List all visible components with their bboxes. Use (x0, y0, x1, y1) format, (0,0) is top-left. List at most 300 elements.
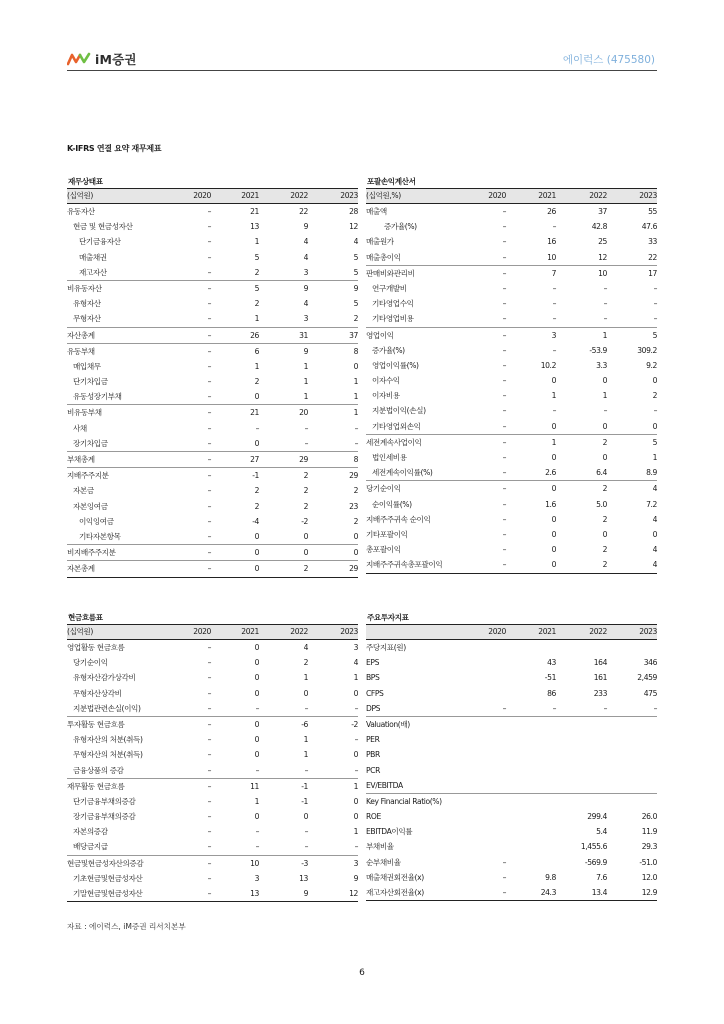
row-value: 0 (303, 548, 308, 558)
row-value: -53.9 (589, 345, 607, 355)
row-value: 0 (254, 548, 259, 558)
row-value: 0 (602, 453, 607, 462)
row-value: 0 (254, 735, 259, 745)
row-value (448, 686, 506, 701)
row-value: 1 (303, 735, 308, 745)
table-row (67, 686, 358, 701)
table-row (366, 747, 657, 762)
row-value: 2 (254, 486, 259, 496)
row-value: 6 (254, 346, 259, 356)
row-value: 0 (652, 376, 657, 386)
row-label: CFPS (366, 688, 384, 698)
row-value (506, 747, 556, 762)
row-value: -2 (351, 719, 358, 729)
row-value: 0 (254, 673, 259, 683)
row-label: 당기순이익 (366, 484, 401, 494)
row-value: 1 (303, 750, 308, 760)
row-value: -3 (301, 858, 308, 868)
row-value: – (552, 299, 556, 309)
row-label: 매입채무 (73, 361, 101, 371)
table-row (67, 436, 358, 451)
row-value: 25 (598, 237, 607, 247)
row-value: 4 (303, 643, 308, 652)
row-value (607, 717, 657, 732)
row-value: 9 (303, 222, 308, 232)
table-row (67, 421, 358, 436)
row-value: – (653, 314, 657, 324)
row-value (556, 640, 607, 655)
row-label: 자본의증감 (73, 827, 108, 837)
year-header: 2022 (290, 627, 308, 636)
row-value: 2 (254, 267, 259, 277)
row-value: – (653, 299, 657, 309)
row-value: 5 (254, 283, 259, 293)
row-label: 이익잉여금 (79, 516, 114, 526)
row-label: 유형자산감가상각비 (73, 673, 136, 683)
row-value: 3 (353, 643, 358, 652)
row-value: – (207, 377, 211, 387)
row-value: 1 (303, 392, 308, 402)
row-value: 0 (551, 514, 556, 524)
row-value: 4 (303, 252, 308, 262)
table-row (67, 374, 358, 389)
row-value: – (502, 376, 506, 386)
row-value: – (552, 345, 556, 355)
table-row (67, 467, 358, 483)
row-value: 13 (250, 889, 259, 898)
row-value: 22 (648, 252, 657, 262)
company-name: 에이럭스 (475580) (562, 54, 655, 66)
row-value: – (207, 781, 211, 791)
row-value: 29 (349, 471, 358, 481)
column-header-row (366, 625, 657, 640)
row-value: 0 (551, 529, 556, 539)
row-value: 8.9 (646, 468, 657, 478)
table-row (366, 670, 657, 685)
row-value: 12.9 (641, 888, 657, 897)
row-value: 1 (254, 314, 259, 324)
row-value: 1 (353, 377, 358, 387)
row-value: -1 (252, 471, 259, 481)
table-row (67, 732, 358, 747)
table-row (366, 265, 657, 281)
row-value: 4 (652, 560, 657, 570)
year-header: 2022 (589, 627, 607, 636)
income-statement-table (366, 176, 657, 574)
row-value: 7 (551, 268, 556, 278)
table-row (67, 451, 358, 467)
year-header: 2023 (639, 627, 657, 636)
row-label: 매출총이익 (366, 252, 401, 262)
row-value: 1.6 (545, 499, 556, 509)
row-value: 0 (652, 421, 657, 431)
row-value: – (207, 252, 211, 262)
table-row (366, 686, 657, 701)
row-value: 29.3 (641, 842, 657, 852)
row-value: 1 (254, 361, 259, 371)
row-value (506, 717, 556, 732)
key-indicators-title: 주요투자지표 (366, 612, 657, 625)
row-label: 장기차입금 (73, 438, 108, 448)
row-label: 무형자산의 처분(취득) (73, 750, 143, 760)
row-value: – (304, 438, 308, 448)
row-value: 4 (652, 484, 657, 494)
table-row (67, 327, 358, 343)
key-indicators-table (366, 612, 657, 901)
row-value (607, 640, 657, 655)
row-value: – (502, 437, 506, 447)
row-value: 5 (652, 437, 657, 447)
unit-label: (십억원) (67, 627, 93, 636)
row-value: 2 (602, 484, 607, 494)
row-value: 299.4 (587, 812, 607, 822)
row-value: 23 (349, 501, 358, 511)
table-row (366, 701, 657, 716)
row-label: 금융상품의 증감 (73, 765, 124, 775)
row-label: EV/EBITDA (366, 780, 403, 790)
row-value: 5 (353, 267, 358, 277)
row-value: 2 (303, 564, 308, 574)
table-row (366, 373, 657, 388)
row-value: 11 (250, 781, 259, 791)
row-value: 5 (254, 252, 259, 262)
row-value: 0 (303, 688, 308, 698)
row-label: 세전계속이익률(%) (372, 468, 433, 478)
row-value: 1 (303, 361, 308, 371)
row-value: – (502, 252, 506, 262)
row-value: – (255, 423, 259, 433)
row-value: – (207, 889, 211, 898)
table-row (67, 544, 358, 560)
row-value: 7.2 (646, 499, 657, 509)
row-value: 2 (254, 377, 259, 387)
table-row (67, 359, 358, 374)
table-row (366, 234, 657, 249)
table-row (366, 250, 657, 265)
table-row (366, 655, 657, 670)
row-value: – (552, 406, 556, 416)
row-value: 3 (353, 858, 358, 868)
row-label: 자본잉여금 (73, 501, 108, 511)
row-value: 9 (303, 889, 308, 898)
row-value: 13.4 (591, 888, 607, 897)
row-value: -1 (301, 796, 308, 806)
row-value: 10 (250, 858, 259, 868)
table-row (67, 763, 358, 778)
row-value: – (502, 314, 506, 324)
row-value: 37 (598, 207, 607, 216)
row-value: 0 (551, 560, 556, 570)
row-value: 2 (602, 437, 607, 447)
row-value: 13 (250, 222, 259, 232)
row-value: 28 (349, 207, 358, 216)
table-row (67, 311, 358, 326)
row-value: 12 (349, 222, 358, 232)
table-row (366, 732, 657, 747)
row-value: – (207, 408, 211, 418)
row-label: 비지배주주지분 (67, 548, 116, 558)
table-row (67, 265, 358, 280)
row-value: – (207, 471, 211, 481)
row-value: – (502, 421, 506, 431)
row-value: – (653, 283, 657, 293)
row-value: 4 (652, 545, 657, 555)
row-label: 순이익률(%) (372, 499, 412, 509)
row-value: -4 (252, 516, 259, 526)
row-value: – (502, 360, 506, 370)
table-row (366, 296, 657, 311)
table-row (366, 557, 657, 573)
row-label: 단기금융자산 (79, 237, 121, 247)
table-row (366, 403, 657, 418)
row-value: – (354, 842, 358, 852)
row-value: – (207, 346, 211, 356)
table-row (67, 529, 358, 544)
row-value: – (207, 501, 211, 511)
row-label: ROE (366, 812, 381, 822)
table-row (67, 701, 358, 716)
row-label: 매출채권회전율(x) (366, 872, 424, 882)
row-label: 재고자산회전율(x) (366, 888, 424, 897)
row-label: 기초현금및현금성자산 (73, 873, 143, 883)
row-value (506, 809, 556, 824)
row-label: 지배주주귀속 순이익 (366, 514, 431, 524)
row-value: – (653, 406, 657, 416)
row-label: 영업이익률(%) (372, 360, 419, 370)
row-value: 21 (250, 408, 259, 418)
row-value: 1 (254, 237, 259, 247)
row-value: 8 (353, 346, 358, 356)
year-header: 2023 (340, 191, 358, 200)
row-value: -51 (544, 673, 556, 683)
row-value: 161 (593, 673, 607, 683)
row-value: 21 (250, 207, 259, 216)
row-value: 2 (303, 658, 308, 668)
table-row (67, 280, 358, 296)
row-label: 현금 및 현금성자산 (73, 222, 133, 232)
row-label: 연구개발비 (372, 283, 407, 293)
row-value: – (207, 842, 211, 852)
row-value: – (502, 391, 506, 401)
row-label: 판매비와관리비 (366, 268, 415, 278)
row-value: 10 (598, 268, 607, 278)
row-value: – (502, 499, 506, 509)
year-header: 2021 (538, 191, 556, 200)
row-value: – (207, 423, 211, 433)
row-label: 배당금지급 (73, 842, 108, 852)
row-value: 26 (250, 330, 259, 340)
row-label: 비유동부채 (67, 408, 102, 418)
row-value (506, 763, 556, 778)
row-value: 55 (648, 207, 657, 216)
table-row (366, 281, 657, 296)
row-value: 0 (254, 564, 259, 574)
row-value: – (207, 455, 211, 464)
table-row (67, 404, 358, 420)
row-value: 2 (303, 486, 308, 496)
row-value: – (304, 423, 308, 433)
row-label: PCR (366, 765, 380, 775)
row-value: – (207, 237, 211, 247)
row-value: – (603, 299, 607, 309)
row-label: 무형자산상각비 (73, 688, 122, 698)
row-value: 24.3 (540, 888, 556, 897)
row-value: – (207, 283, 211, 293)
table-row (67, 483, 358, 498)
row-value: 1 (303, 673, 308, 683)
year-header: 2023 (340, 627, 358, 636)
row-label: 영업활동 현금흐름 (67, 643, 125, 652)
row-value: 1 (551, 391, 556, 401)
table-row (67, 389, 358, 404)
row-value: 9 (353, 283, 358, 293)
row-value: -1 (301, 781, 308, 791)
row-value (506, 794, 556, 809)
table-row (366, 450, 657, 465)
row-value (556, 717, 607, 732)
row-value: 1 (353, 392, 358, 402)
row-value: 6.4 (596, 468, 607, 478)
row-value: 29 (349, 564, 358, 574)
row-value: 1 (353, 781, 358, 791)
row-label: 매출채권 (79, 252, 107, 262)
row-value: 0 (254, 719, 259, 729)
row-label: 투자활동 현금흐름 (67, 719, 125, 729)
row-value (448, 778, 506, 793)
row-label: 이자비용 (372, 391, 400, 401)
row-value (448, 717, 506, 732)
row-value (556, 747, 607, 762)
row-value: – (502, 529, 506, 539)
row-value: – (207, 564, 211, 574)
row-value: – (207, 688, 211, 698)
brand-mark-icon (67, 52, 91, 66)
table-row (67, 343, 358, 359)
row-value: 0 (303, 812, 308, 822)
row-value: 2 (254, 299, 259, 309)
row-value (448, 824, 506, 839)
row-label: 매출원가 (366, 237, 394, 247)
row-value: 0 (602, 421, 607, 431)
row-value: – (207, 796, 211, 806)
row-value: – (603, 283, 607, 293)
row-value: 0 (353, 812, 358, 822)
unit-label: (십억원) (67, 191, 93, 200)
row-value: – (552, 283, 556, 293)
row-value: – (502, 468, 506, 478)
table-row (67, 794, 358, 809)
row-value: 2 (353, 314, 358, 324)
row-value: 3 (551, 330, 556, 340)
row-value: – (255, 842, 259, 852)
row-value: 43 (547, 658, 556, 668)
table-row (366, 824, 657, 839)
row-value: – (502, 283, 506, 293)
row-label: 영업이익 (366, 330, 394, 340)
table-row (366, 716, 657, 732)
row-value: 10.2 (540, 360, 556, 370)
row-value: – (304, 827, 308, 837)
table-row (67, 640, 358, 655)
row-value: – (552, 703, 556, 713)
row-value: – (502, 484, 506, 494)
row-value: 0 (551, 545, 556, 555)
row-label: EPS (366, 658, 379, 668)
row-value: 1 (602, 330, 607, 340)
table-row (366, 793, 657, 809)
row-value: 0 (254, 688, 259, 698)
row-value: 0 (254, 531, 259, 541)
row-value: – (502, 406, 506, 416)
row-value (607, 763, 657, 778)
row-label: 지배주주귀속총포괄이익 (366, 560, 443, 570)
table-row (67, 250, 358, 265)
row-value (448, 640, 506, 655)
row-value: 86 (547, 688, 556, 698)
row-value: 0 (254, 438, 259, 448)
row-label: 부채비율 (366, 842, 394, 852)
row-label: 증가율(%) (372, 345, 405, 355)
row-value: – (502, 222, 506, 232)
row-value: – (207, 207, 211, 216)
table-row (366, 204, 657, 219)
table-row (67, 204, 358, 219)
row-value: – (502, 545, 506, 555)
row-value: 0 (353, 548, 358, 558)
row-value: 5.0 (596, 499, 607, 509)
row-value: – (502, 872, 506, 882)
row-value: 22 (299, 207, 308, 216)
row-value: 47.6 (641, 222, 657, 232)
row-value: 2 (602, 545, 607, 555)
row-value: – (304, 703, 308, 713)
row-value: 475 (643, 688, 657, 698)
table-row (366, 809, 657, 824)
row-value: 5.4 (596, 827, 607, 837)
table-row (366, 855, 657, 870)
row-label: 순부채비율 (366, 857, 401, 867)
row-value: – (207, 827, 211, 837)
table-row (366, 358, 657, 373)
row-value: 0 (353, 361, 358, 371)
row-label: PER (366, 735, 380, 745)
row-label: 기타포괄이익 (366, 529, 408, 539)
unit-label (366, 625, 448, 639)
row-value: 0 (602, 376, 607, 386)
row-value: 1 (602, 391, 607, 401)
row-value: – (207, 330, 211, 340)
row-label: 장기금융부채의증감 (73, 812, 136, 822)
row-value: 37 (349, 330, 358, 340)
table-row (67, 296, 358, 311)
column-header-row (67, 189, 358, 204)
row-value: – (603, 406, 607, 416)
row-value: – (502, 703, 506, 713)
row-value: – (207, 314, 211, 324)
row-value: 2,459 (637, 673, 657, 683)
row-value: – (207, 735, 211, 745)
row-label: 단기차입금 (73, 377, 108, 387)
table-row (366, 327, 657, 343)
row-value (506, 855, 556, 870)
row-value: – (207, 812, 211, 822)
row-label: 유동부채 (67, 346, 95, 356)
row-value: – (603, 703, 607, 713)
row-value: – (502, 857, 506, 867)
row-value: 9.8 (545, 872, 556, 882)
table-row (67, 839, 358, 854)
brand-logo (67, 51, 137, 67)
